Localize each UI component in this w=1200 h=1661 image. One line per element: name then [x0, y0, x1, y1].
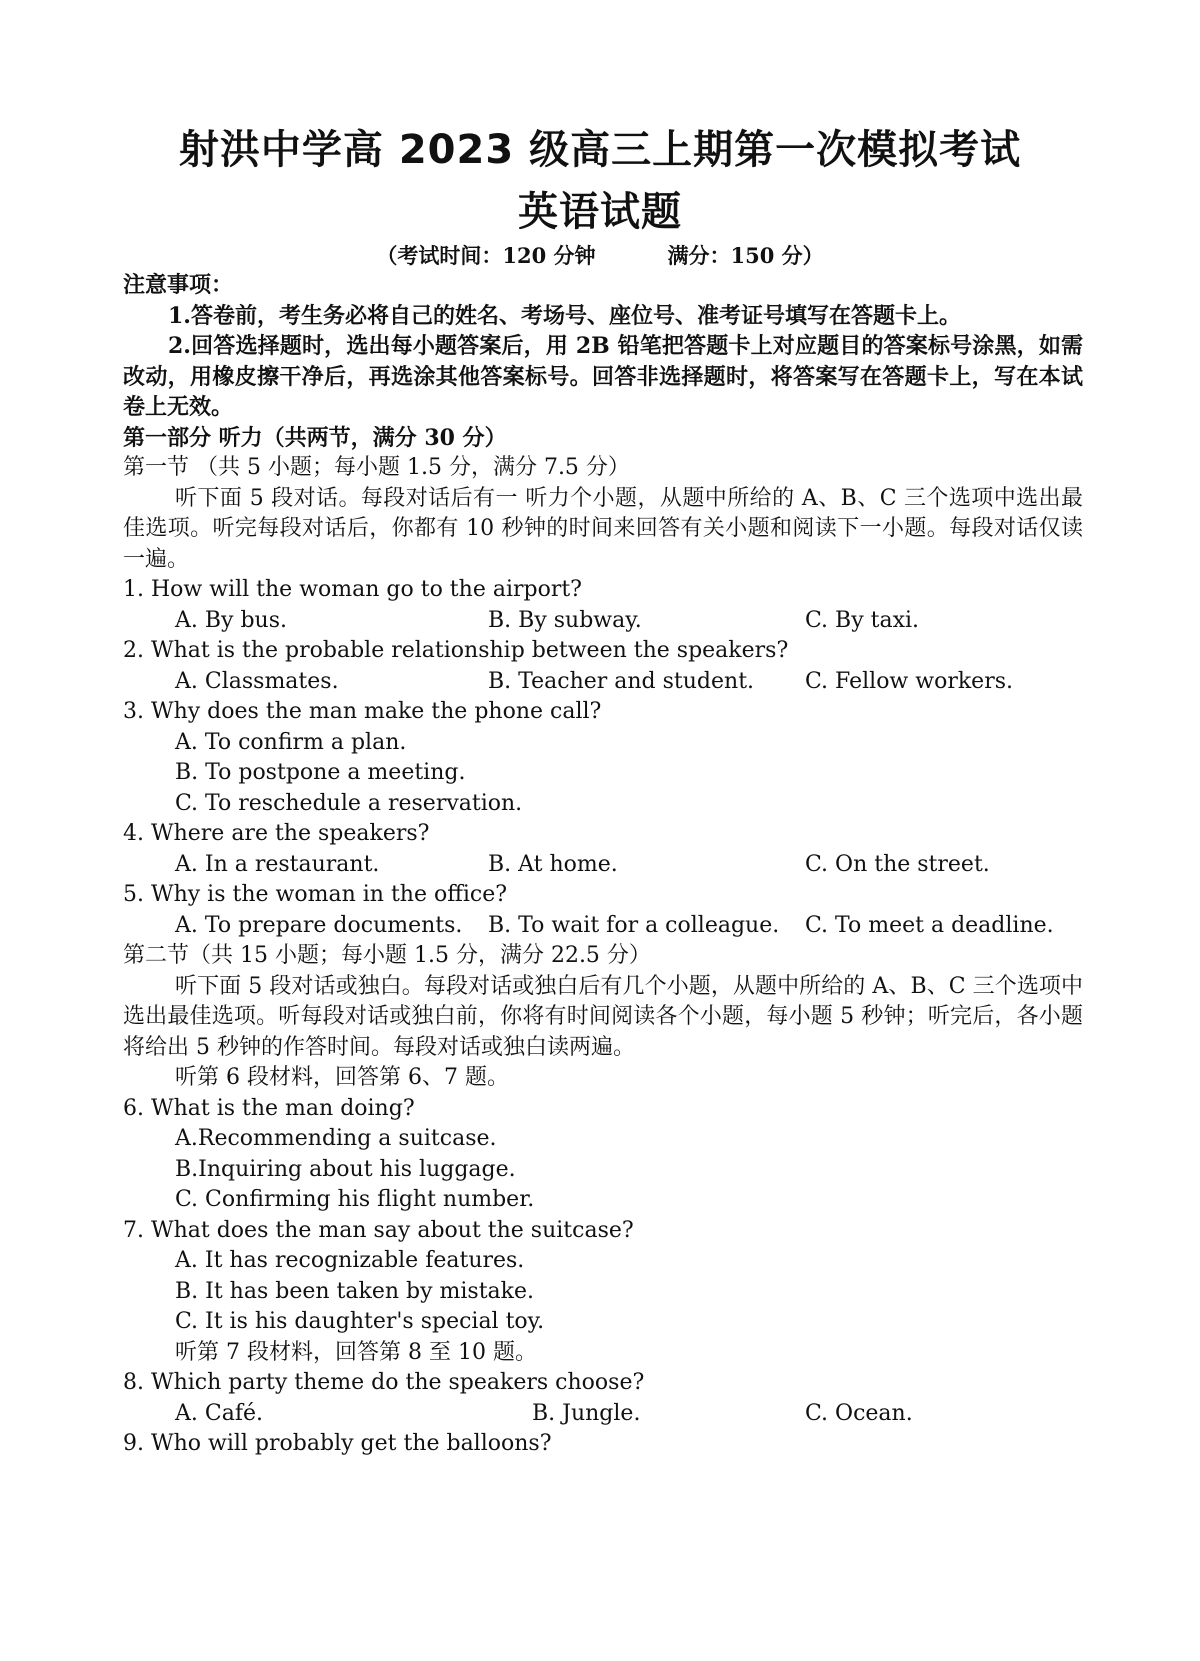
question-4-options	[123, 850, 1083, 881]
exam-meta	[0, 240, 1200, 270]
section2-heading: 第二节（共 15 小题；每小题 1.5 分，满分 22.5 分）	[123, 943, 651, 968]
full-score: 满分：150 分）	[667, 243, 824, 268]
question-1-option-b: B. By subway.	[488, 607, 642, 633]
question-5-stem: 5. Why is the woman in the office?	[123, 882, 508, 907]
section1-instructions: 听下面 5 段对话。每段对话后有一 听力个小题，从题中所给的 A、B、C 三个选项中选出最佳选项。听完每段对话后，你都有 10 秒钟的时间来回答有关小题和阅读下一小题。每段对话仅读一遍。	[123, 485, 1083, 572]
question-8-option-a: A. Café.	[175, 1400, 263, 1426]
question-6-stem: 6. What is the man doing?	[123, 1095, 415, 1121]
question-7-stem: 7. What does the man say about the suitcase?	[123, 1217, 634, 1243]
exam-title: 射洪中学高 2023 级高三上期第一次模拟考试	[178, 127, 1022, 173]
question-7-option-b: B. It has been taken by mistake.	[175, 1278, 534, 1304]
question-8-option-b: B. Jungle.	[532, 1400, 641, 1426]
question-7-option-c: C. It is his daughter's special toy.	[175, 1309, 545, 1334]
part1-heading: 第一部分 听力（共两节，满分 30 分）	[123, 424, 507, 451]
question-4-option-b: B. At home.	[488, 851, 618, 877]
question-2-option-b: B. Teacher and student.	[488, 668, 755, 694]
question-3-option-a: A. To confirm a plan.	[175, 729, 407, 755]
question-1-options	[123, 606, 1083, 637]
question-8-options	[123, 1399, 1083, 1430]
question-5-options	[123, 911, 1083, 942]
question-2-stem: 2. What is the probable relationship between the speakers?	[123, 638, 789, 663]
question-8-option-c: C. Ocean.	[805, 1400, 913, 1426]
question-3-option-c: C. To reschedule a reservation.	[175, 790, 523, 816]
exam-time: （考试时间：120 分钟	[376, 243, 596, 268]
question-6-option-a: A.Recommending a suitcase.	[175, 1126, 497, 1151]
question-4-stem: 4. Where are the speakers?	[123, 821, 430, 846]
material-6-instruction: 听第 6 段材料，回答第 6、7 题。	[175, 1065, 509, 1090]
question-2-option-c: C. Fellow workers.	[805, 668, 1014, 694]
question-4-option-c: C. On the street.	[805, 851, 990, 877]
question-5-option-b: B. To wait for a colleague.	[488, 912, 780, 938]
question-6-option-b: B.Inquiring about his luggage.	[175, 1156, 516, 1182]
material-7-instruction: 听第 7 段材料，回答第 8 至 10 题。	[175, 1339, 537, 1365]
question-5-option-c: C. To meet a deadline.	[805, 912, 1054, 938]
question-1-option-a: A. By bus.	[175, 607, 287, 633]
question-3-option-b: B. To postpone a meeting.	[175, 760, 466, 785]
question-3-stem: 3. Why does the man make the phone call?	[123, 699, 602, 724]
question-5-option-a: A. To prepare documents.	[175, 912, 463, 938]
section2-instructions: 听下面 5 段对话或独白。每段对话或独白后有几个小题，从题中所给的 A、B、C 三个选项中选出最佳选项。听每段对话或独白前，你将有时间阅读各个小题，每小题 5 秒钟；听完后，各小题将给出 5 秒钟的作答时间。每段对话或独白读两遍。	[123, 973, 1083, 1060]
subject-title: 英语试题	[518, 189, 682, 235]
note-item-2: 2.回答选择题时，选出每小题答案后，用 2B 铅笔把答题卡上对应题目的答案标号涂黑，如需改动，用橡皮擦干净后，再选涂其他答案标号。回答非选择题时，将答案写在答题卡上，写在本试卷上无效。	[123, 333, 1083, 420]
notes-heading: 注意事项：	[123, 272, 234, 298]
question-2-option-a: A. Classmates.	[175, 668, 339, 694]
question-4-option-a: A. In a restaurant.	[175, 851, 380, 877]
question-7-option-a: A. It has recognizable features.	[175, 1248, 525, 1273]
question-1-option-c: C. By taxi.	[805, 607, 920, 633]
note-item-1: 1.答卷前，考生务必将自己的姓名、考场号、座位号、准考证号填写在答题卡上。	[168, 302, 961, 329]
question-8-stem: 8. Which party theme do the speakers choose?	[123, 1370, 645, 1395]
question-6-option-c: C. Confirming his flight number.	[175, 1187, 535, 1212]
question-9-stem: 9. Who will probably get the balloons?	[123, 1431, 552, 1456]
exam-body	[123, 270, 1083, 1460]
section1-heading: 第一节 （共 5 小题；每小题 1.5 分，满分 7.5 分）	[123, 455, 630, 480]
question-1-stem: 1. How will the woman go to the airport?	[123, 577, 582, 602]
question-2-options	[123, 667, 1083, 698]
